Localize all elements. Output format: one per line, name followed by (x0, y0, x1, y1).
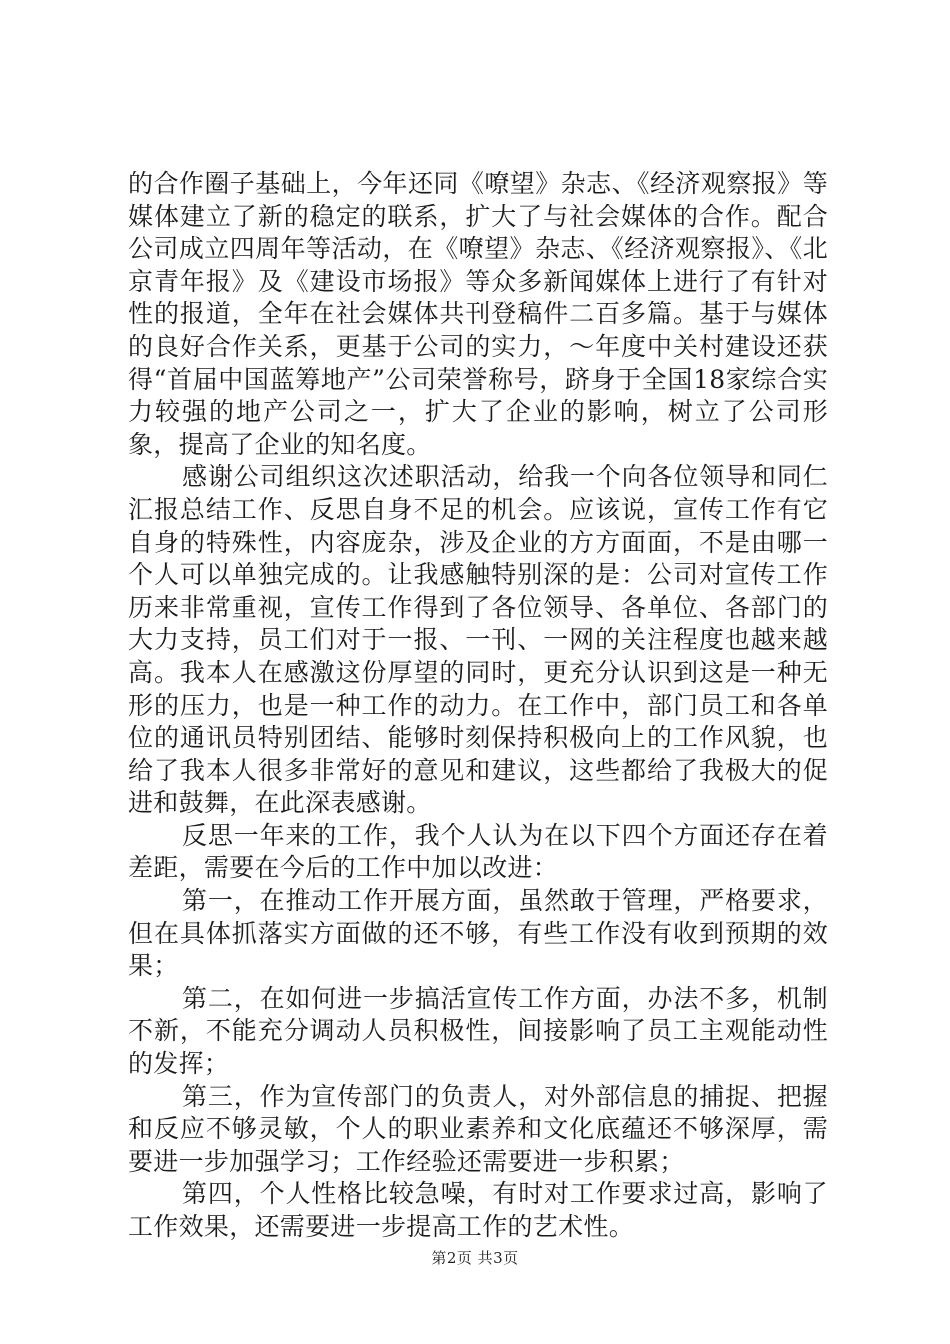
paragraph-point-one: 第一，在推动工作开展方面，虽然敢于管理，严格要求，但在具体抓落实方面做的还不够，有些工作没有收到预期的效果； (128, 886, 828, 981)
paragraph-thanks: 感谢公司组织这次述职活动，给我一个向各位领导和同仁汇报总结工作、反思自身不足的机会。应该说，宣传工作有它自身的特殊性，内容庞杂，涉及企业的方方面面，不是由哪一个人可以单独完成的。让我感触特别深的是：公司对宣传工作历来非常重视，宣传工作得到了各位领导、各单位、各部门的大力支持，员工们对于一报、一刊、一网的关注程度也越来越高。我本人在感激这份厚望的同时，更充分认识到这是一种无形的压力，也是一种工作的动力。在工作中，部门员工和各单位的通讯员特别团结、能够时刻保持积极向上的工作风貌，也给了我本人很多非常好的意见和建议，这些都给了我极大的促进和鼓舞，在此深表感谢。 (128, 462, 828, 818)
paragraph-reflection-intro: 反思一年来的工作，我个人认为在以下四个方面还存在着差距，需要在今后的工作中加以改进： (128, 820, 828, 883)
paragraph-point-three: 第三，作为宣传部门的负责人，对外部信息的捕捉、把握和反应不够灵敏，个人的职业素养和文化底蕴还不够深厚，需要进一步加强学习；工作经验还需要进一步积累； (128, 1081, 828, 1176)
paragraph-point-two: 第二，在如何进一步搞活宣传工作方面，办法不多，机制不新，不能充分调动人员积极性，间接影响了员工主观能动性的发挥； (128, 983, 828, 1079)
document-body (128, 168, 828, 1244)
paragraph-point-four: 第四，个人性格比较急噪，有时对工作要求过高，影响了工作效果，还需要进一步提高工作的艺术性。 (128, 1179, 828, 1241)
page-footer (0, 1247, 950, 1268)
paragraph-media-cooperation: 的合作圈子基础上，今年还同《嘹望》杂志、《经济观察报》等媒体建立了新的稳定的联系，扩大了与社会媒体的合作。配合公司成立四周年等活动，在《嘹望》杂志、《经济观察报》、《北京青年报》及《建设市场报》等众多新闻媒体上进行了有针对性的报道，全年在社会媒体共刊登稿件二百多篇。基于与媒体的良好合作关系，更基于公司的实力，～年度中关村建设还获得“首届中国蓝筹地产”公司荣誉称号，跻身于全国18家综合实力较强的地产公司之一，扩大了企业的影响，树立了公司形象，提高了企业的知名度。 (128, 169, 828, 459)
page-number-label: 第2页 共3页 (431, 1249, 519, 1267)
